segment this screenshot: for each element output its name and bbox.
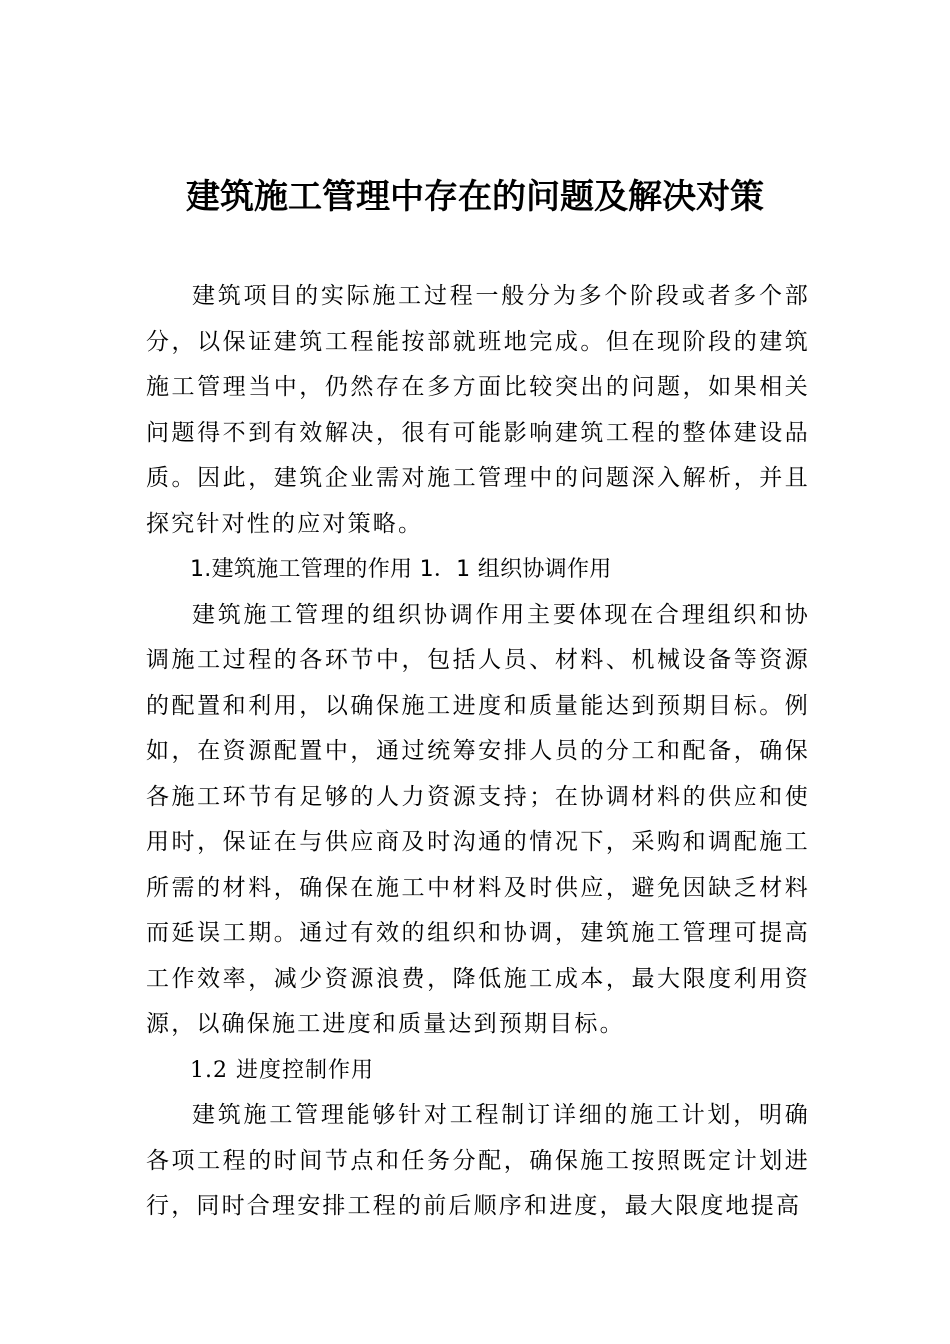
section-1-1-paragraph: 建筑施工管理的组织协调作用主要体现在合理组织和协调施工过程的各环节中，包括人员、材料、机械设备等资源的配置和利用，以确保施工进度和质量能达到预期目标。例如，在资源配置中，通过统筹安排人员的分工和配备，确保各施工环节有足够的人力资源支持；在协调材料的供应和使用时，保证在与供应商及时沟通的情况下，采购和调配施工所需的材料，确保在施工中材料及时供应，避免因缺乏材料而延误工期。通过有效的组织和协调，建筑施工管理可提高工作效率，减少资源浪费，降低施工成本，最大限度利用资源，以确保施工进度和质量达到预期目标。 xyxy=(146,601,810,1037)
section-1-2-heading: 1.2 进度控制作用 xyxy=(190,1057,374,1083)
section-1-heading: 1.建筑施工管理的作用 1．1 组织协调作用 xyxy=(190,557,612,582)
document-title: 建筑施工管理中存在的问题及解决对策 xyxy=(186,177,764,217)
intro-paragraph: 建筑项目的实际施工过程一般分为多个阶段或者多个部分，以保证建筑工程能按部就班地完成。但在现阶段的建筑施工管理当中，仍然存在多方面比较突出的问题，如果相关问题得不到有效解决，很有可能影响建筑工程的整体建设品质。因此，建筑企业需对施工管理中的问题深入解析，并且探究针对性的应对策略。 xyxy=(146,283,810,537)
document-body xyxy=(146,274,810,1230)
section-1-2-paragraph: 建筑施工管理能够针对工程制订详细的施工计划，明确各项工程的时间节点和任务分配，确保施工按照既定计划进行，同时合理安排工程的前后顺序和进度，最大限度地提高 xyxy=(146,1102,810,1219)
